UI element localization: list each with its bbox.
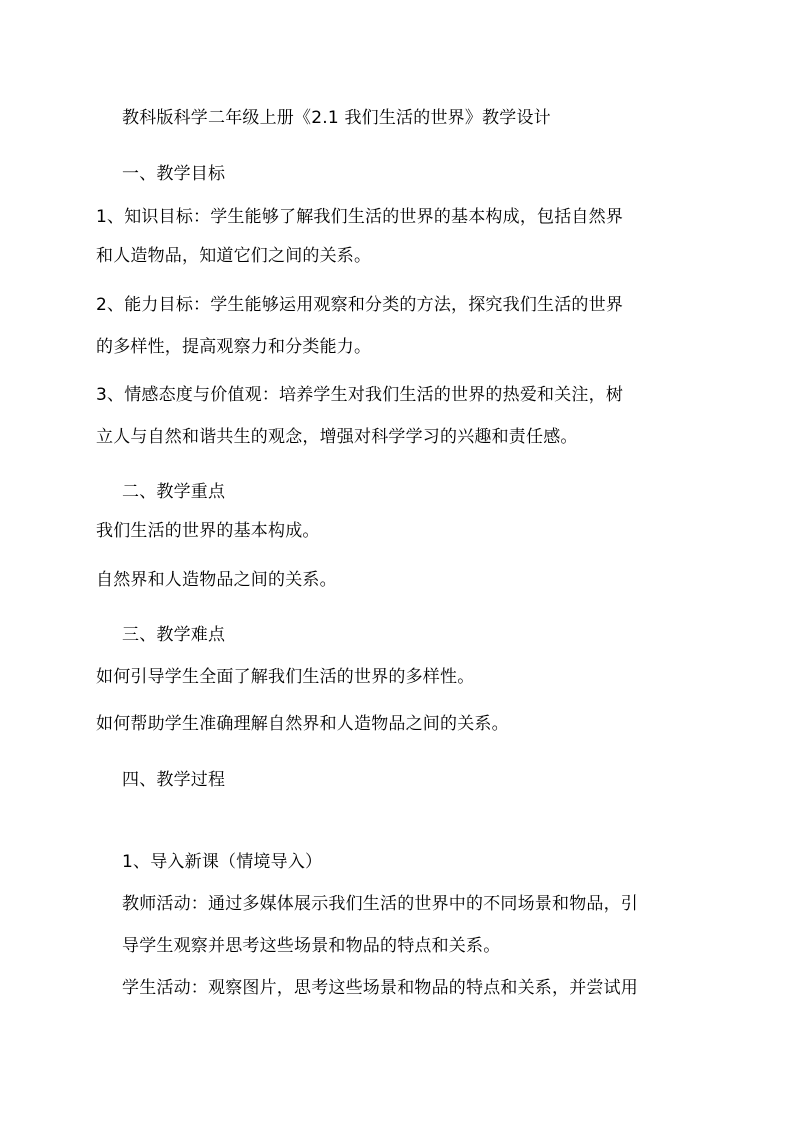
key-point-1: 我们生活的世界的基本构成。: [96, 521, 320, 541]
document-title: 教科版科学二年级上册《2.1 我们生活的世界》教学设计: [122, 108, 551, 128]
goal-3-line-1: 3、情感态度与价值观：培养学生对我们生活的世界的热爱和关注，树: [96, 385, 624, 405]
goal-1-line-2: 和人造物品，知道它们之间的关系。: [96, 246, 372, 266]
section-heading-goals: 一、教学目标: [122, 164, 226, 184]
student-activity-line-1: 学生活动：观察图片，思考这些场景和物品的特点和关系，并尝试用: [122, 978, 638, 998]
goal-1-line-1: 1、知识目标：学生能够了解我们生活的世界的基本构成，包括自然界: [96, 207, 624, 227]
key-point-2: 自然界和人造物品之间的关系。: [96, 570, 337, 590]
goal-2-line-2: 的多样性，提高观察力和分类能力。: [96, 337, 372, 357]
section-heading-key-points: 二、教学重点: [122, 482, 226, 502]
goal-3-line-2: 立人与自然和谐共生的观念，增强对科学学习的兴趣和责任感。: [96, 427, 578, 447]
section-heading-process: 四、教学过程: [122, 770, 226, 790]
teacher-activity-line-2: 导学生观察并思考这些场景和物品的特点和关系。: [122, 936, 501, 956]
difficulty-1: 如何引导学生全面了解我们生活的世界的多样性。: [96, 667, 475, 687]
step-1-heading: 1、导入新课（情境导入）: [122, 852, 323, 872]
teacher-activity-line-1: 教师活动：通过多媒体展示我们生活的世界中的不同场景和物品，引: [122, 894, 638, 914]
difficulty-2: 如何帮助学生准确理解自然界和人造物品之间的关系。: [96, 714, 509, 734]
goal-2-line-1: 2、能力目标：学生能够运用观察和分类的方法，探究我们生活的世界: [96, 295, 624, 315]
section-heading-difficulties: 三、教学难点: [122, 625, 226, 645]
